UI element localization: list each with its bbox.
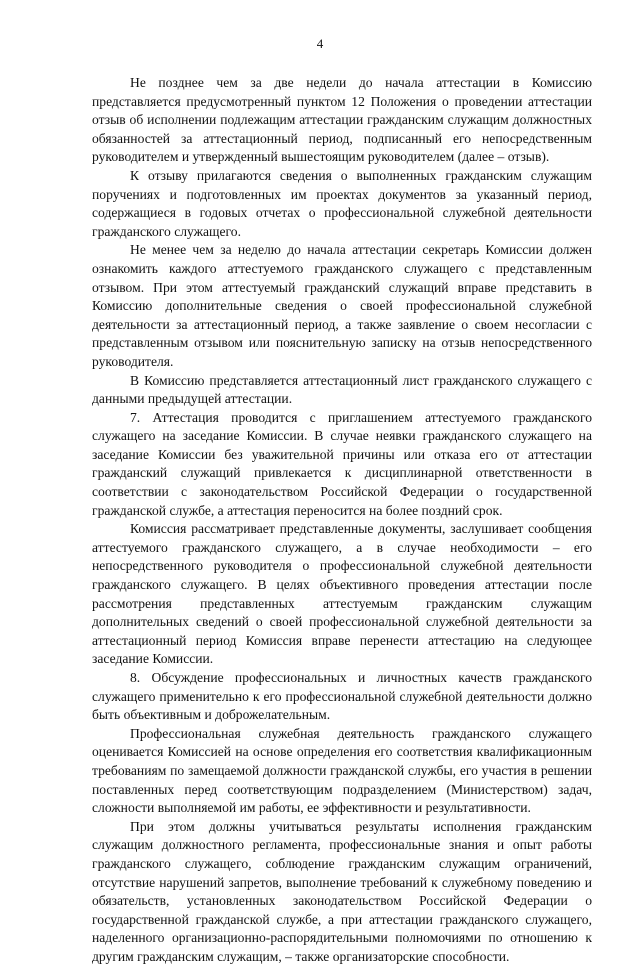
paragraph-review-familiarization: Не менее чем за неделю до начала аттестации секретарь Комиссии должен ознакомить каждого аттестуемого гражданского служащего с представленным отзывом. При этом аттестуемый гражданский служащий вправе представить в Комиссию дополнительные сведения о своей профессиональной служебной деятельности за аттестационный период, а также заявление о своем несогласии с представленным отзывом или пояснительную записку на отзыв непосредственного руководителя. bbox=[92, 242, 592, 369]
paragraph-commission-review: Комиссия рассматривает представленные документы, заслушивает сообщения аттестуемого гражданского служащего, а в случае необходимости – его непосредственного руководителя о профессиональной служебной деятельности гражданского служащего. В целях объективного проведения аттестации после рассмотрения представленных аттестуемым гражданским служащим дополнительных сведений о своей профессиональной служебной деятельности за аттестационный период Комиссия вправе перенести аттестацию на следующее заседание Комиссии. bbox=[92, 521, 592, 667]
paragraph-activity-evaluation: Профессиональная служебная деятельность гражданского служащего оценивается Комиссией на основе определения его соответствия квалификационным требованиям по замещаемой должности гражданской службы, его участия в решении поставленных перед соответствующим подразделением (Министерством) задач, сложности выполняемой им работы, ее эффективности и результативности. bbox=[92, 725, 592, 816]
paragraph-attestation-sheet: В Комиссию представляется аттестационный лист гражданского служащего с данными предыдущей аттестации. bbox=[92, 372, 592, 407]
paragraph-item-7: 7. Аттестация проводится с приглашением аттестуемого гражданского служащего на заседание Комиссии. В случае неявки гражданского служащего на заседание Комиссии без уважительной причины или отказа его от аттестации гражданский служащий привлекается к дисциплинарной ответственности в соответствии с законодательством Российской Федерации о государственной гражданской службе, а аттестация переносится на более поздний срок. bbox=[92, 409, 592, 518]
paragraph-evaluation-factors: При этом должны учитываться результаты исполнения гражданским служащим должностного регламента, профессиональные знания и опыт работы гражданского служащего, соблюдение гражданским служащим ограничений, отсутствие нарушений запретов, выполнение требований к служебному поведению и обязательств, установленных законодательством Российской Федерации о государственной гражданской службе, а при аттестации гражданского служащего, наделенного организационно-распорядительными полномочиями по отношению к другим гражданским служащим, – также организаторские способности. bbox=[92, 818, 592, 964]
paragraph-review-submission: Не позднее чем за две недели до начала аттестации в Комиссию представляется предусмотренный пунктом 12 Положения о проведении аттестации отзыв об исполнении подлежащим аттестации гражданским служащим должностных обязанностей за аттестационный период, подписанный его непосредственным руководителем и утвержденный вышестоящим руководителем (далее – отзыв). bbox=[92, 75, 592, 165]
document-body bbox=[92, 74, 592, 967]
paragraph-item-8: 8. Обсуждение профессиональных и личностных качеств гражданского служащего применительно к его профессиональной служебной деятельности должно быть объективным и доброжелательным. bbox=[92, 670, 592, 723]
page-number: 4 bbox=[316, 36, 324, 51]
paragraph-review-attachments: К отзыву прилагаются сведения о выполненных гражданским служащим поручениях и подготовленных им проектах документов за указанный период, содержащиеся в годовых отчетах о профессиональной служебной деятельности гражданского служащего. bbox=[92, 167, 592, 239]
